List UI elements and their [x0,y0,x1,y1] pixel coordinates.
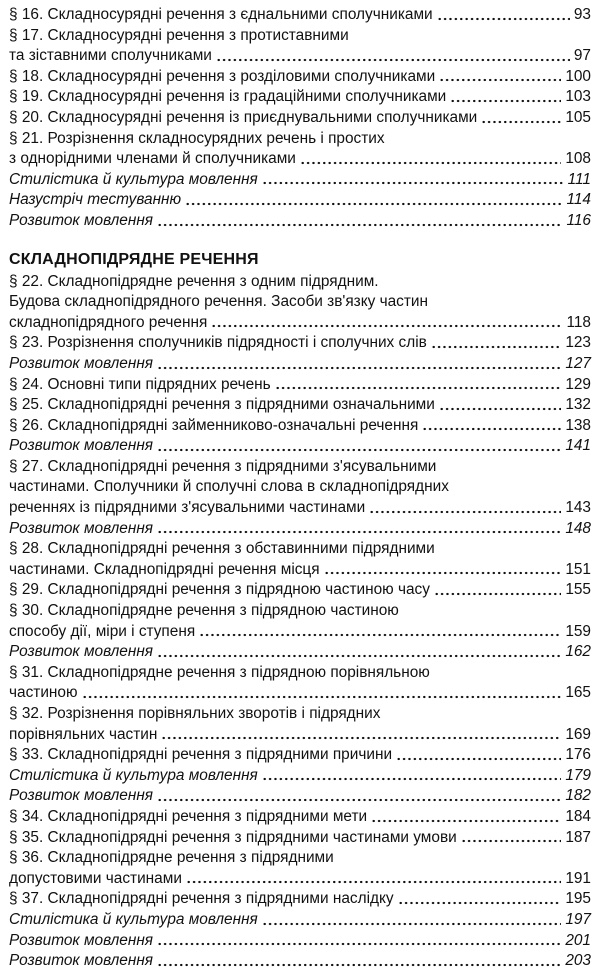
dot-leader [185,202,562,206]
toc-entry-text: порівняльних частин [9,725,158,743]
toc-entry [9,375,591,396]
dot-leader [82,695,562,699]
toc-entry-row [9,889,591,910]
toc-entry-text: Розвиток мовлення [9,931,154,949]
page-number: 203 [565,952,591,970]
toc-entry-text: Розвиток мовлення [9,519,154,537]
page-number: 118 [566,313,591,331]
toc-entry-row [9,931,591,952]
dot-leader [481,120,561,124]
page-number: 155 [565,581,591,599]
page-number: 143 [565,499,591,517]
page-number: 195 [565,890,591,908]
page-number: 187 [565,828,591,846]
dot-leader [461,839,562,843]
page-number: 176 [565,746,591,764]
dot-leader [199,633,561,637]
toc-entry-text: способу дії, міри і ступеня [9,622,196,640]
toc-entry [9,642,591,663]
dot-leader [431,345,562,349]
dot-leader [396,757,561,761]
page-number: 100 [565,67,591,85]
page-number: 93 [573,6,591,23]
toc-entry [9,663,591,704]
dot-leader [161,736,561,740]
toc-entry-text: § 36. Складнопідрядне речення з підрядними [9,849,334,867]
toc-entry-text: складнопідрядного речення [9,313,208,331]
toc-entry [9,5,591,26]
toc-entry-text: § 25. Складнопідрядні речення з підрядними означальними [9,396,435,414]
toc-entry-text: Стилістика й культура мовлення [9,170,258,188]
toc-entry-text: § 29. Складнопідрядні речення з підрядною частиною часу [9,581,430,599]
toc-entry-row [9,519,591,540]
toc-entry-text: § 26. Складнопідрядні займенниково-означальні речення [9,416,419,434]
dot-leader [434,592,561,596]
toc-entry [9,211,591,232]
toc-entry [9,848,591,889]
toc-entry [9,333,591,354]
toc-entry-text: § 33. Складнопідрядні речення з підрядними причини [9,746,393,764]
page-number: 138 [565,416,591,434]
page-number: 159 [565,622,591,640]
toc-entry [9,931,591,952]
dot-leader [157,530,561,534]
toc-entry [9,129,591,170]
toc-entry-row [9,46,591,67]
toc-entry-row [9,170,591,191]
toc-entry-text: Розвиток мовлення [9,643,154,661]
dot-leader [439,407,561,411]
toc-entry-text: допустовими частинами [9,869,182,887]
toc-entry [9,395,591,416]
page-number: 151 [565,560,591,578]
toc-entry-text: з однорідними членами й сполучниками [9,150,296,168]
toc-entry-text: Розвиток мовлення [9,354,154,372]
dot-leader [422,427,561,431]
toc-entry-text: § 16. Складносурядні речення з єднальними сполучниками [9,6,433,23]
toc-entry [9,601,591,642]
dot-leader [157,223,562,227]
page-number: 97 [573,47,591,65]
toc-entry-text: Будова складнопідрядного речення. Засоби зв'язку частин [9,293,429,311]
toc-entry-text: Розвиток мовлення [9,437,154,455]
dot-leader [324,571,562,575]
page-number: 182 [565,787,591,805]
dot-leader [439,78,561,82]
toc-entry-row [9,786,591,807]
page-number: 201 [565,931,591,949]
toc-entry-row [9,87,591,108]
toc-entry-row [9,416,591,437]
toc-entry-row [9,951,591,972]
toc-entry-text: § 21. Розрізнення складносурядних речень і простих [9,129,385,147]
toc-entry [9,807,591,828]
section-heading: СКЛАДНОПІДРЯДНЕ РЕЧЕННЯ [9,250,259,268]
toc-entry-text: § 31. Складнопідрядне речення з підрядною порівняльною [9,663,430,681]
toc-entry-text: частинами. Сполучники й сполучні слова в складнопідрядних [9,478,449,496]
page-number: 132 [565,396,591,414]
toc-entry [9,951,591,972]
toc-entry-text: § 34. Складнопідрядні речення з підрядними мети [9,807,368,825]
toc-entry-text: § 27. Складнопідрядні речення з підрядними з'ясувальними [9,457,437,475]
toc-entry-text: Розвиток мовлення [9,787,154,805]
page-number: 184 [565,807,591,825]
toc-entry-row [9,190,591,211]
toc-entry-text: частинами. Складнопідрядні речення місця [9,560,320,578]
toc-entry-text: Назустріч тестуванню [9,191,182,209]
toc-entry [9,436,591,457]
toc-list-part2 [9,272,591,972]
toc-entry-text: § 35. Складнопідрядні речення з підрядними частинами умови [9,828,457,846]
toc-entry [9,704,591,745]
page-number: 162 [565,643,591,661]
toc-entry-text: § 28. Складнопідрядні речення з обставинними підрядними [9,540,435,558]
page-number: 114 [566,191,591,209]
page-number: 103 [565,88,591,106]
dot-leader [157,963,561,967]
page-number: 197 [565,910,591,928]
page-number: 179 [565,766,591,784]
toc-entry-row [9,395,591,416]
toc-entry-text: § 30. Складнопідрядне речення з підрядною частиною [9,602,399,620]
page-number: 108 [565,150,591,168]
toc-entry-row [9,436,591,457]
toc-entry [9,354,591,375]
dot-leader [186,880,561,884]
toc-entry [9,580,591,601]
dot-leader [262,181,564,185]
page-number: 111 [567,170,591,188]
toc-entry [9,519,591,540]
toc-entry-text: частиною [9,684,78,702]
toc-entry-text: § 18. Складносурядні речення з розділовими сполучниками [9,67,436,85]
toc-entry-text: § 20. Складносурядні речення із приєднувальними сполучниками [9,108,478,126]
toc-entry [9,87,591,108]
toc-entry-row [9,683,591,704]
toc-entry-text: Стилістика й культура мовлення [9,910,258,928]
toc-entry-row [9,108,591,129]
toc-entry [9,910,591,931]
dot-leader [211,324,562,328]
dot-leader [450,99,561,103]
toc-entry-row [9,354,591,375]
toc-entry [9,170,591,191]
toc-entry [9,889,591,910]
toc-entry-row [9,580,591,601]
toc-entry [9,272,591,334]
dot-leader [371,819,561,823]
toc-entry-row [9,745,591,766]
toc-entry-row [9,725,591,746]
dot-leader [157,798,561,802]
toc-entry-text: Розвиток мовлення [9,211,154,229]
toc-entry [9,416,591,437]
toc-entry-text: реченнях із підрядними з'ясувальними частинами [9,499,366,517]
dot-leader [300,161,561,165]
toc-entry-row [9,375,591,396]
dot-leader [262,922,562,926]
dot-leader [262,777,562,781]
toc-entry-text: § 37. Складнопідрядні речення з підрядними наслідку [9,890,394,908]
page-number: 165 [565,684,591,702]
page-number: 191 [565,869,591,887]
toc-entry [9,786,591,807]
toc-entry-row [9,910,591,931]
dot-leader [157,654,561,658]
toc-entry-row [9,869,591,890]
toc-entry-text: § 32. Розрізнення порівняльних зворотів і підрядних [9,705,381,722]
toc-list-part1 [9,5,591,232]
page-number: 169 [565,725,591,743]
toc-entry [9,67,591,88]
dot-leader [398,901,562,905]
toc-entry-text: та зіставними сполучниками [9,47,212,65]
toc-entry [9,190,591,211]
toc-entry-row [9,766,591,787]
toc-entry-text: § 19. Складносурядні речення із градаційними сполучниками [9,88,447,106]
dot-leader [157,942,561,946]
toc-entry-row [9,67,591,88]
dot-leader [369,510,561,514]
page-number: 141 [565,437,591,455]
toc-entry-text: § 23. Розрізнення сполучників підрядності і сполучних слів [9,334,427,352]
toc-entry [9,108,591,129]
toc-entry-row [9,313,591,334]
page-number: 129 [565,375,591,393]
dot-leader [437,17,570,21]
dot-leader [216,58,570,62]
toc-entry [9,766,591,787]
toc-entry [9,745,591,766]
page-number: 116 [566,211,591,229]
toc-entry-row [9,807,591,828]
page-number: 148 [565,519,591,537]
toc-entry-row [9,828,591,849]
toc-entry-text: Розвиток мовлення [9,952,154,970]
toc-entry [9,26,591,67]
page-number: 123 [565,334,591,352]
page-number: 127 [565,354,591,372]
toc-entry-row [9,5,591,26]
toc-entry [9,539,591,580]
dot-leader [275,386,562,390]
toc-entry-text: § 24. Основні типи підрядних речень [9,375,271,393]
toc-entry-row [9,333,591,354]
toc-entry-text: § 17. Складносурядні речення з протиставними [9,26,349,44]
dot-leader [157,366,561,370]
toc-entry-row [9,498,591,519]
toc-entry-text: Стилістика й культура мовлення [9,766,258,784]
dot-leader [157,448,561,452]
toc-entry-row [9,622,591,643]
toc-entry-row [9,211,591,232]
toc-entry-text: § 22. Складнопідрядне речення з одним підрядним. [9,272,379,290]
toc-entry-row [9,560,591,581]
page-number: 105 [565,108,591,126]
toc-entry-row [9,149,591,170]
toc-entry [9,828,591,849]
toc-entry [9,457,591,519]
toc-entry-row [9,642,591,663]
